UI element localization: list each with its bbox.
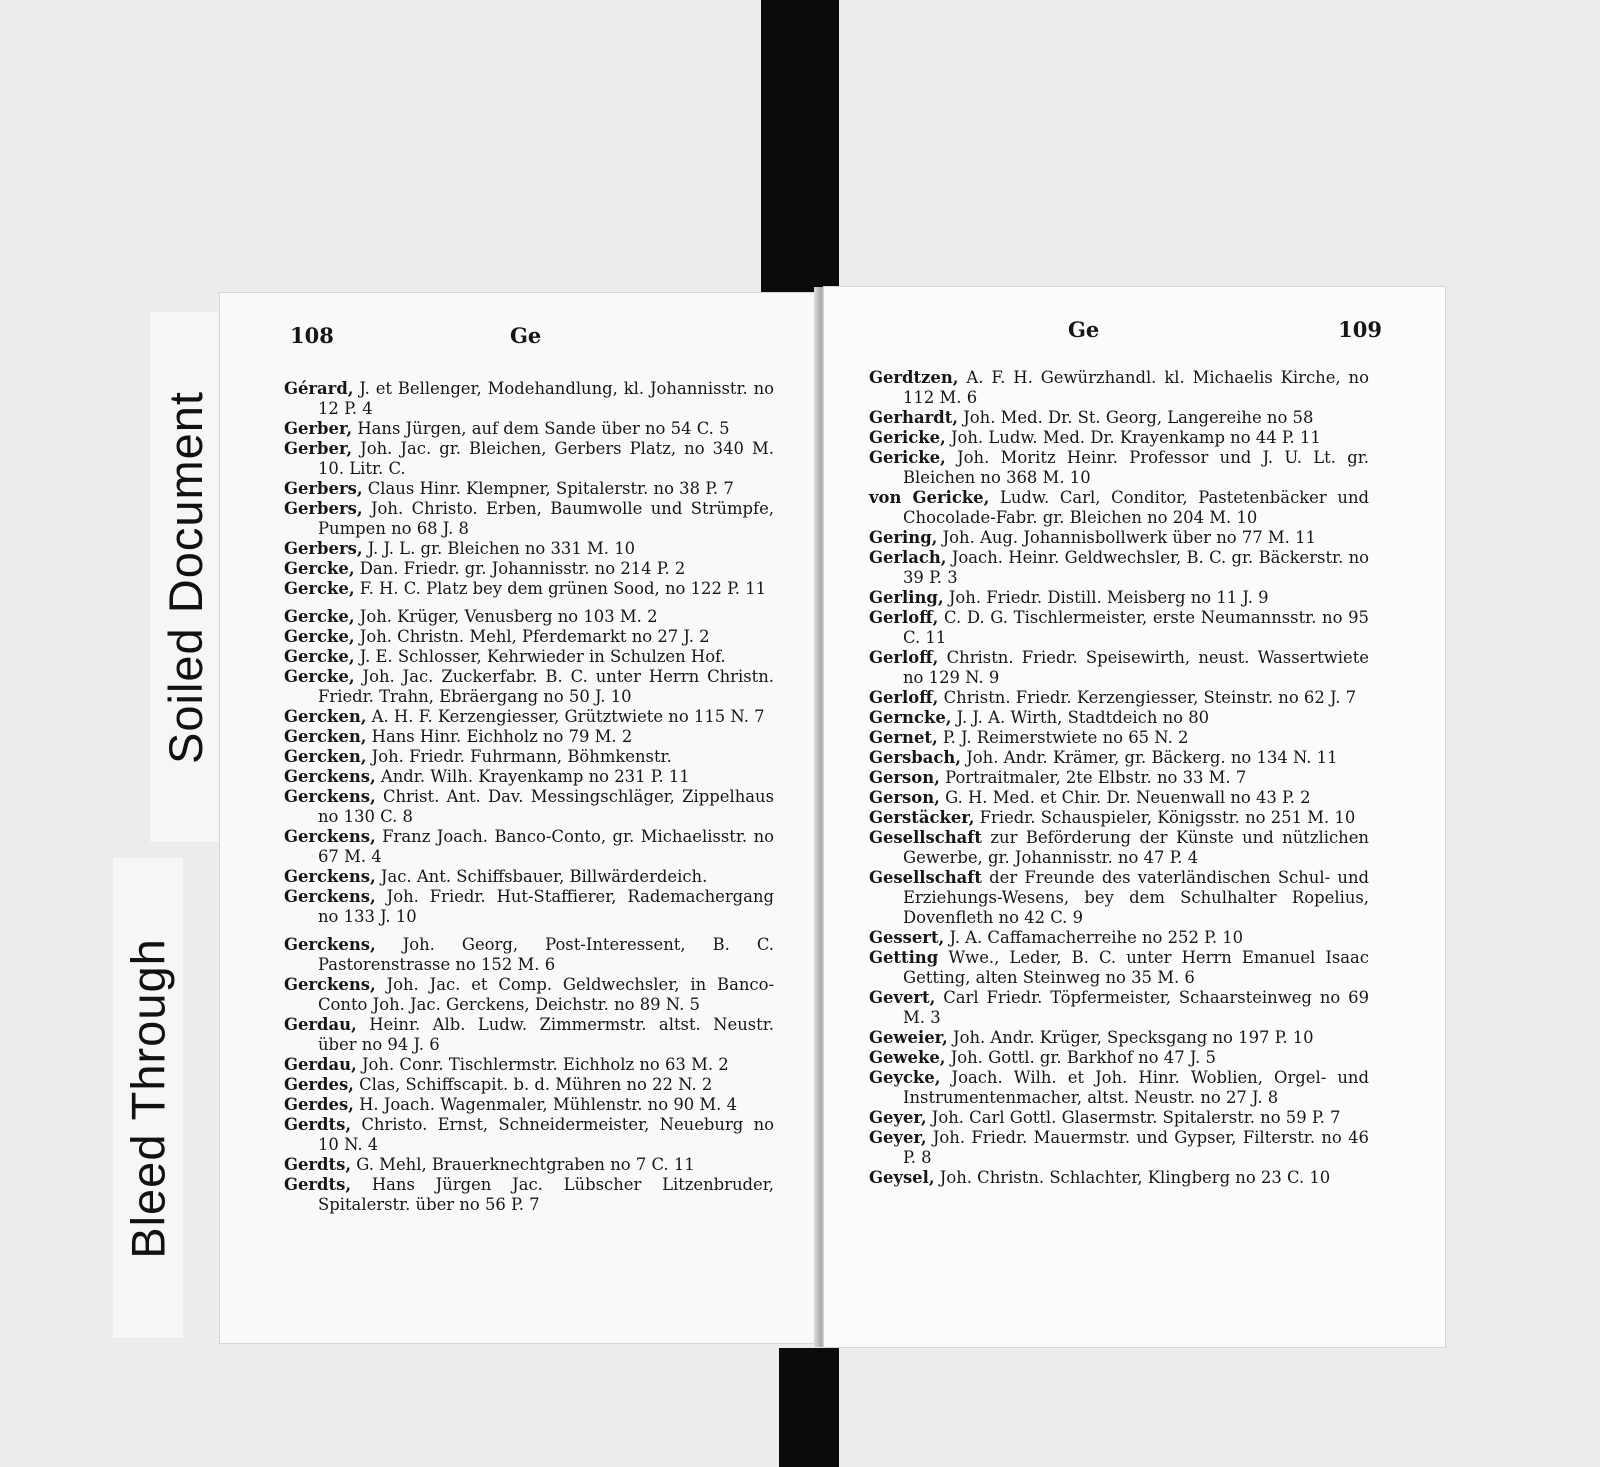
entry-details: A. H. F. Kerzengiesser, Grütztwiete no 115 N. 7 bbox=[371, 707, 765, 726]
directory-entry bbox=[284, 1155, 774, 1175]
entry-name: Gerloff, bbox=[869, 648, 939, 667]
directory-entry bbox=[284, 767, 774, 787]
entry-name: Geweke, bbox=[869, 1048, 946, 1067]
directory-entry bbox=[869, 828, 1369, 868]
entry-details: Franz Joach. Banco-Conto, gr. Michaelisstr. no 67 M. 4 bbox=[318, 827, 774, 866]
entry-name: Gerckens, bbox=[284, 887, 376, 906]
entry-name: Gerbers, bbox=[284, 539, 363, 558]
entry-details: Heinr. Alb. Ludw. Zimmermstr. altst. Neustr. über no 94 J. 6 bbox=[318, 1015, 774, 1054]
entry-details: Ludw. Carl, Conditor, Pastetenbäcker und Chocolade-Fabr. gr. Bleichen no 204 M. 10 bbox=[903, 488, 1369, 527]
entry-name: Gerdes, bbox=[284, 1095, 354, 1114]
directory-entry bbox=[284, 1175, 774, 1215]
entry-details: Joh. Gottl. gr. Barkhof no 47 J. 5 bbox=[950, 1048, 1216, 1067]
entry-details: Jac. Ant. Schiffsbauer, Billwärderdeich. bbox=[380, 867, 708, 886]
entry-details: Portraitmaler, 2te Elbstr. no 33 M. 7 bbox=[945, 768, 1247, 787]
entry-details: Claus Hinr. Klempner, Spitalerstr. no 38 P. 7 bbox=[367, 479, 734, 498]
entry-name: von Gericke, bbox=[869, 488, 990, 507]
entry-name: Gerson, bbox=[869, 768, 940, 787]
bleed-through-label bbox=[113, 858, 183, 1338]
entry-details: Joh. Ludw. Med. Dr. Krayenkamp no 44 P. 11 bbox=[950, 428, 1321, 447]
directory-entry bbox=[284, 559, 774, 579]
entry-details: Christn. Friedr. Kerzengiesser, Steinstr. no 62 J. 7 bbox=[943, 688, 1357, 707]
directory-entry bbox=[284, 1055, 774, 1075]
entry-details: Joh. Med. Dr. St. Georg, Langereihe no 58 bbox=[963, 408, 1314, 427]
entry-details: G. Mehl, Brauerknechtgraben no 7 C. 11 bbox=[356, 1155, 695, 1174]
directory-entry bbox=[284, 887, 774, 927]
entry-name: Gercken, bbox=[284, 727, 367, 746]
entry-name: Gerckens, bbox=[284, 827, 376, 846]
entry-details: Joh. Moritz Heinr. Professor und J. U. Lt. gr. Bleichen no 368 M. 10 bbox=[903, 448, 1369, 487]
directory-entry bbox=[284, 1075, 774, 1095]
right-page-header bbox=[872, 317, 1382, 349]
entry-name: Gerdts, bbox=[284, 1115, 352, 1134]
entry-name: Gérard, bbox=[284, 379, 354, 398]
page-number: 108 bbox=[290, 323, 334, 348]
entry-name: Gerling, bbox=[869, 588, 944, 607]
left-entry-list bbox=[284, 379, 774, 1215]
directory-entry bbox=[869, 788, 1369, 808]
entry-details: Joh. Jac. gr. Bleichen, Gerbers Platz, no 340 M. 10. Litr. C. bbox=[318, 439, 774, 478]
directory-entry bbox=[869, 428, 1369, 448]
directory-entry bbox=[869, 808, 1369, 828]
directory-entry bbox=[284, 747, 774, 767]
directory-entry bbox=[869, 868, 1369, 928]
directory-entry bbox=[284, 379, 774, 419]
entry-name: Gesellschaft bbox=[869, 868, 982, 887]
entry-details: Clas, Schiffscapit. b. d. Mühren no 22 N. 2 bbox=[359, 1075, 713, 1094]
entry-details: J. J. A. Wirth, Stadtdeich no 80 bbox=[956, 708, 1210, 727]
directory-entry bbox=[869, 1108, 1369, 1128]
bleed-through-text: Bleed Through bbox=[121, 937, 175, 1259]
entry-details: Joh. Friedr. Mauermstr. und Gypser, Filterstr. no 46 P. 8 bbox=[903, 1128, 1369, 1167]
left-page-header bbox=[290, 323, 770, 355]
entry-details: J. E. Schlosser, Kehrwieder in Schulzen Hof. bbox=[359, 647, 726, 666]
directory-entry bbox=[284, 607, 774, 627]
entry-name: Gerson, bbox=[869, 788, 940, 807]
entry-name: Gerbers, bbox=[284, 499, 363, 518]
entry-details: Hans Jürgen, auf dem Sande über no 54 C. 5 bbox=[357, 419, 730, 438]
directory-entry bbox=[869, 928, 1369, 948]
directory-entry bbox=[284, 1015, 774, 1055]
directory-entry bbox=[284, 627, 774, 647]
entry-name: Geyer, bbox=[869, 1128, 927, 1147]
entry-details: Joach. Wilh. et Joh. Hinr. Woblien, Orgel- und Instrumentenmacher, altst. Neustr. no 27 J. 8 bbox=[903, 1068, 1369, 1107]
entry-details: Friedr. Schauspieler, Königsstr. no 251 M. 10 bbox=[979, 808, 1356, 827]
entry-details: Christn. Friedr. Speisewirth, neust. Wassertwiete no 129 N. 9 bbox=[903, 648, 1369, 687]
directory-entry bbox=[869, 708, 1369, 728]
entry-details: A. F. H. Gewürzhandl. kl. Michaelis Kirche, no 112 M. 6 bbox=[903, 368, 1369, 407]
entry-name: Gericke, bbox=[869, 428, 946, 447]
entry-name: Gerloff, bbox=[869, 688, 939, 707]
entry-name: Gerdau, bbox=[284, 1015, 357, 1034]
entry-details: Joh. Jac. Zuckerfabr. B. C. unter Herrn Christn. Friedr. Trahn, Ebräergang no 50 J. 10 bbox=[318, 667, 775, 706]
entry-name: Gerstäcker, bbox=[869, 808, 975, 827]
page-number: 109 bbox=[1338, 317, 1382, 342]
entry-details: Joh. Carl Gottl. Glasermstr. Spitalerstr. no 59 P. 7 bbox=[931, 1108, 1341, 1127]
entry-details: Joh. Friedr. Fuhrmann, Böhmkenstr. bbox=[371, 747, 672, 766]
entry-name: Gercke, bbox=[284, 667, 355, 686]
entry-details: Wwe., Leder, B. C. unter Herrn Emanuel Isaac Getting, alten Steinweg no 35 M. 6 bbox=[903, 948, 1369, 987]
soiled-document-label bbox=[150, 312, 220, 842]
entry-details: C. D. G. Tischlermeister, erste Neumannsstr. no 95 C. 11 bbox=[903, 608, 1369, 647]
directory-entry bbox=[869, 528, 1369, 548]
entry-details: G. H. Med. et Chir. Dr. Neuenwall no 43 P. 2 bbox=[945, 788, 1311, 807]
entry-details: Joach. Heinr. Geldwechsler, B. C. gr. Bäckerstr. no 39 P. 3 bbox=[903, 548, 1369, 587]
entry-name: Gerdts, bbox=[284, 1175, 352, 1194]
directory-entry bbox=[284, 727, 774, 747]
directory-entry bbox=[869, 688, 1369, 708]
entry-details: Christo. Ernst, Schneidermeister, Neueburg no 10 N. 4 bbox=[318, 1115, 774, 1154]
directory-entry bbox=[869, 948, 1369, 988]
entry-name: Gerber, bbox=[284, 419, 353, 438]
entry-details: H. Joach. Wagenmaler, Mühlenstr. no 90 M. 4 bbox=[359, 1095, 738, 1114]
entry-name: Gercke, bbox=[284, 559, 355, 578]
entry-name: Gercke, bbox=[284, 607, 355, 626]
entry-name: Gerhardt, bbox=[869, 408, 958, 427]
entry-details: Joh. Krüger, Venusberg no 103 M. 2 bbox=[359, 607, 658, 626]
directory-entry bbox=[284, 439, 774, 479]
entry-details: J. et Bellenger, Modehandlung, kl. Johannisstr. no 12 P. 4 bbox=[318, 379, 774, 418]
entry-name: Gericke, bbox=[869, 448, 946, 467]
directory-entry bbox=[869, 488, 1369, 528]
directory-entry bbox=[869, 1048, 1369, 1068]
entry-name: Gerdtzen, bbox=[869, 368, 959, 387]
entry-name: Gerckens, bbox=[284, 975, 376, 994]
entry-name: Gerlach, bbox=[869, 548, 947, 567]
entry-details: J. A. Caffamacherreihe no 252 P. 10 bbox=[949, 928, 1244, 947]
entry-name: Gering, bbox=[869, 528, 938, 547]
entry-name: Gerckens, bbox=[284, 935, 376, 954]
directory-entry bbox=[869, 448, 1369, 488]
section-heading: Ge bbox=[1068, 317, 1100, 342]
entry-name: Gerdts, bbox=[284, 1155, 352, 1174]
entry-details: Hans Hinr. Eichholz no 79 M. 2 bbox=[371, 727, 633, 746]
entry-name: Gessert, bbox=[869, 928, 945, 947]
entry-details: Joh. Christn. Mehl, Pferdemarkt no 27 J. 2 bbox=[359, 627, 710, 646]
entry-details: P. J. Reimerstwiete no 65 N. 2 bbox=[942, 728, 1189, 747]
soiled-document-text: Soiled Document bbox=[158, 390, 212, 764]
entry-name: Geyer, bbox=[869, 1108, 927, 1127]
directory-entry bbox=[869, 608, 1369, 648]
entry-name: Gercke, bbox=[284, 579, 355, 598]
directory-entry bbox=[284, 667, 774, 707]
directory-entry bbox=[869, 548, 1369, 588]
entry-name: Gerdes, bbox=[284, 1075, 354, 1094]
directory-entry bbox=[284, 479, 774, 499]
entry-details: Joh. Andr. Krämer, gr. Bäckerg. no 134 N. 11 bbox=[966, 748, 1338, 767]
entry-name: Gerloff, bbox=[869, 608, 939, 627]
right-entry-list bbox=[869, 368, 1369, 1188]
directory-entry bbox=[284, 647, 774, 667]
directory-entry bbox=[284, 707, 774, 727]
entry-details: Joh. Georg, Post-Interessent, B. C. Pastorenstrasse no 152 M. 6 bbox=[318, 935, 774, 974]
directory-entry bbox=[869, 1068, 1369, 1108]
directory-entry bbox=[284, 827, 774, 867]
directory-entry bbox=[869, 588, 1369, 608]
directory-entry bbox=[284, 579, 774, 599]
entry-name: Geysel, bbox=[869, 1168, 935, 1187]
section-heading: Ge bbox=[510, 323, 542, 348]
entry-name: Geweier, bbox=[869, 1028, 948, 1047]
entry-name: Gerbers, bbox=[284, 479, 363, 498]
right-page bbox=[824, 287, 1445, 1347]
entry-details: F. H. C. Platz bey dem grünen Sood, no 122 P. 11 bbox=[359, 579, 767, 598]
entry-details: Joh. Christo. Erben, Baumwolle und Strümpfe, Pumpen no 68 J. 8 bbox=[318, 499, 774, 538]
left-page bbox=[220, 293, 818, 1343]
directory-entry bbox=[869, 988, 1369, 1028]
directory-entry bbox=[284, 1095, 774, 1115]
entry-details: Joh. Friedr. Hut-Staffierer, Rademachergang no 133 J. 10 bbox=[318, 887, 774, 926]
entry-details: Carl Friedr. Töpfermeister, Schaarsteinweg no 69 M. 3 bbox=[903, 988, 1369, 1027]
entry-name: Gerckens, bbox=[284, 767, 376, 786]
entry-name: Gerber, bbox=[284, 439, 353, 458]
book-spread bbox=[220, 287, 1445, 1347]
directory-entry bbox=[869, 408, 1369, 428]
entry-name: Gesellschaft bbox=[869, 828, 982, 847]
entry-name: Gerncke, bbox=[869, 708, 952, 727]
directory-entry bbox=[284, 539, 774, 559]
directory-entry bbox=[284, 419, 774, 439]
directory-entry bbox=[869, 728, 1369, 748]
entry-name: Gevert, bbox=[869, 988, 936, 1007]
entry-name: Gerckens, bbox=[284, 867, 376, 886]
directory-entry bbox=[284, 867, 774, 887]
directory-entry bbox=[869, 368, 1369, 408]
directory-entry bbox=[284, 787, 774, 827]
directory-entry bbox=[284, 935, 774, 975]
entry-details: zur Beförderung der Künste und nützlichen Gewerbe, gr. Johannisstr. no 47 P. 4 bbox=[903, 828, 1369, 867]
entry-name: Gernet, bbox=[869, 728, 938, 747]
entry-name: Getting bbox=[869, 948, 939, 967]
directory-entry bbox=[284, 499, 774, 539]
directory-entry bbox=[869, 1168, 1369, 1188]
entry-name: Gerckens, bbox=[284, 787, 376, 806]
entry-details: Hans Jürgen Jac. Lübscher Litzenbruder, Spitalerstr. über no 56 P. 7 bbox=[318, 1175, 774, 1214]
entry-name: Gerdau, bbox=[284, 1055, 357, 1074]
entry-name: Geycke, bbox=[869, 1068, 941, 1087]
entry-details: Christ. Ant. Dav. Messingschläger, Zippelhaus no 130 C. 8 bbox=[318, 787, 774, 826]
entry-details: Andr. Wilh. Krayenkamp no 231 P. 11 bbox=[380, 767, 690, 786]
entry-details: Dan. Friedr. gr. Johannisstr. no 214 P. 2 bbox=[359, 559, 686, 578]
entry-name: Gercke, bbox=[284, 647, 355, 666]
directory-entry bbox=[284, 1115, 774, 1155]
entry-details: der Freunde des vaterländischen Schul- und Erziehungs-Wesens, bey dem Schulhalter Ropelius, Dovenfleth no 42 C. 9 bbox=[903, 868, 1369, 927]
directory-entry bbox=[869, 1028, 1369, 1048]
directory-entry bbox=[869, 1128, 1369, 1168]
entry-details: Joh. Conr. Tischlermstr. Eichholz no 63 M. 2 bbox=[361, 1055, 729, 1074]
film-strip-top bbox=[761, 0, 839, 295]
directory-entry bbox=[869, 768, 1369, 788]
entry-details: Joh. Andr. Krüger, Specksgang no 197 P. 10 bbox=[953, 1028, 1314, 1047]
directory-entry bbox=[869, 748, 1369, 768]
entry-details: Joh. Friedr. Distill. Meisberg no 11 J. 9 bbox=[948, 588, 1269, 607]
entry-details: Joh. Jac. et Comp. Geldwechsler, in Banco-Conto Joh. Jac. Gerckens, Deichstr. no 89 N. 5 bbox=[318, 975, 774, 1014]
entry-details: J. J. L. gr. Bleichen no 331 M. 10 bbox=[367, 539, 636, 558]
film-strip-bottom bbox=[779, 1348, 839, 1467]
entry-details: Joh. Christn. Schlachter, Klingberg no 23 C. 10 bbox=[939, 1168, 1331, 1187]
directory-entry bbox=[284, 975, 774, 1015]
entry-name: Gercken, bbox=[284, 707, 367, 726]
entry-name: Gercke, bbox=[284, 627, 355, 646]
entry-name: Gercken, bbox=[284, 747, 367, 766]
directory-entry bbox=[869, 648, 1369, 688]
entry-details: Joh. Aug. Johannisbollwerk über no 77 M. 11 bbox=[942, 528, 1316, 547]
entry-name: Gersbach, bbox=[869, 748, 961, 767]
